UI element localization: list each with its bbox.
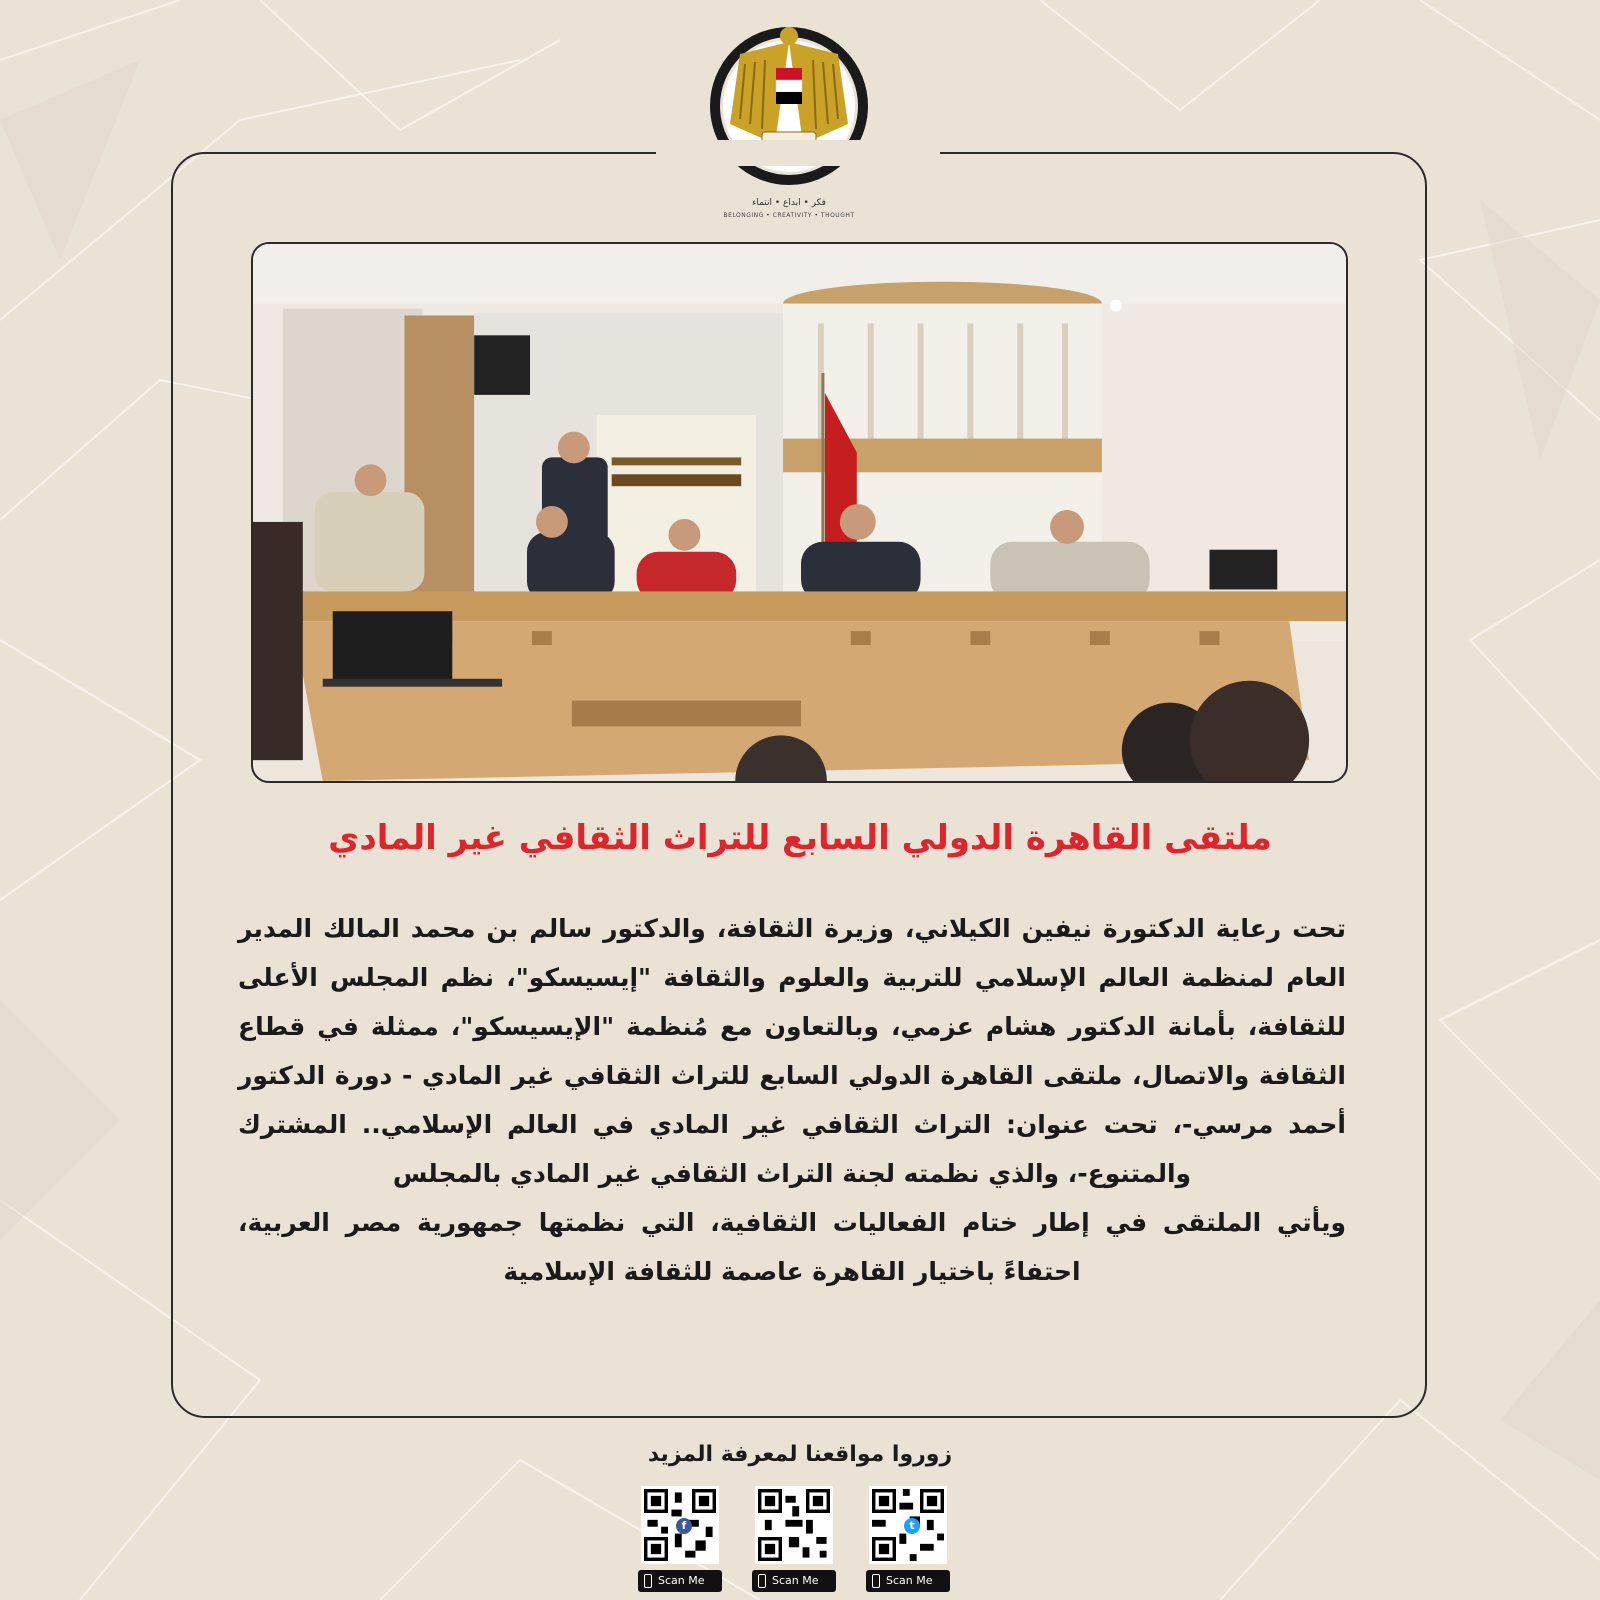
phone-icon [644,1574,652,1588]
body-paragraph-2: ويأتي الملتقى في إطار ختام الفعاليات الثقافية، التي نظمتها جمهورية مصر العربية، احتفاءً باختيار القاهرة عاصمة للثقافة الإسلامية [238,1208,1346,1286]
qr-code-image[interactable] [755,1486,833,1564]
qr-twitter[interactable] [866,1486,950,1592]
event-photo [251,242,1348,783]
twitter-icon: t [904,1518,920,1534]
scan-me-text: Scan Me [658,1574,705,1587]
phone-icon [758,1574,766,1588]
phone-icon [872,1574,880,1588]
emblem-motto-en: BELONGING • CREATIVITY • THOUGHT [723,212,855,219]
qr-code-image[interactable] [869,1486,947,1564]
visit-websites-caption: زوروا مواقعنا لمعرفة المزيد [647,1442,953,1467]
qr-website[interactable] [752,1486,836,1592]
qr-facebook[interactable] [638,1486,722,1592]
article-headline: ملتقى القاهرة الدولي السابع للتراث الثقافي غير المادي [328,818,1272,858]
scan-me-text: Scan Me [772,1574,819,1587]
qr-pattern-icon [758,1489,830,1561]
emblem-motto-ar: فكر • ابداع • انتماء [752,198,826,208]
facebook-icon: f [676,1518,692,1534]
scan-me-text: Scan Me [886,1574,933,1587]
frame-gap [656,140,940,166]
scan-me-label [752,1570,836,1592]
article-body [238,904,1346,1296]
conference-scene-illustration [253,244,1346,781]
scan-me-label [638,1570,722,1592]
body-paragraph-1: تحت رعاية الدكتورة نيفين الكيلاني، وزيرة الثقافة، والدكتور سالم بن محمد المالك المدير العام لمنظمة العالم الإسلامي للتربية والعلوم والثقافة "إيسيسكو"، نظم المجلس الأعلى للثقافة، بأمانة الدكتور هشام عزمي، وبالتعاون مع مُنظمة "الإيسيسكو"، ممثلة في قطاع الثقافة والاتصال، ملتقى القاهرة الدولي السابع للتراث الثقافي غير المادي - دورة الدكتور أحمد مرسي-، تحت عنوان: التراث الثقافي غير المادي في العالم الإسلامي.. المشترك والمتنوع-، والذي نظمته لجنة التراث الثقافي غير المادي بالمجلس [238,914,1346,1188]
scan-me-label [866,1570,950,1592]
qr-code-image[interactable] [641,1486,719,1564]
